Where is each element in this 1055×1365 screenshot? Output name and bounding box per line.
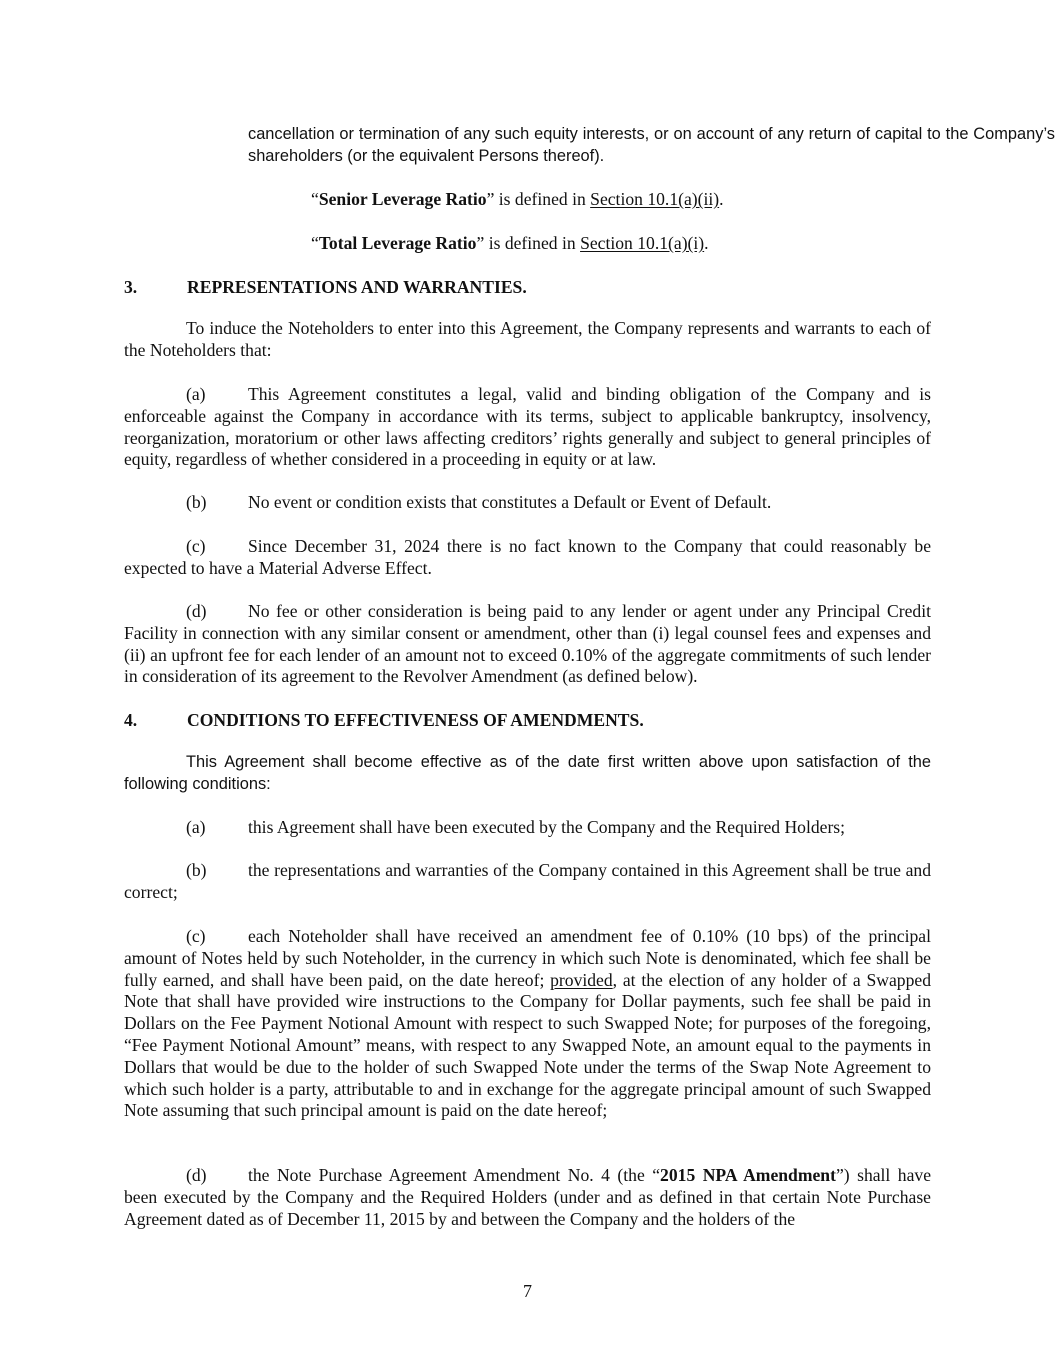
item-label: (a) (186, 384, 206, 404)
definition-total-leverage-ratio: “Total Leverage Ratio” is defined in Section 10.1(a)(i). (311, 233, 709, 253)
continuation-paragraph: cancellation or termination of any such equity interests, or on account of any return of capital to the Company’s shareholders (or the equivalent Persons thereof). (248, 125, 1055, 165)
definition-senior-leverage-ratio: “Senior Leverage Ratio” is defined in Section 10.1(a)(ii). (311, 189, 724, 209)
item-label: (c) (186, 926, 206, 946)
item-label: (d) (186, 1165, 207, 1185)
item-label: (c) (186, 536, 206, 556)
item-label: (b) (186, 492, 207, 512)
section-4-item-b: (b) the representations and warranties of the Company contained in this Agreement shall be true and correct; (124, 860, 931, 902)
section-3-item-a: (a) This Agreement constitutes a legal, valid and binding obligation of the Company and is enforceable against the Company in accordance with its terms, subject to applicable bankruptcy, insolvency, reorganization, moratorium or other laws affecting creditors’ rights generally and subject to general principles of equity, regardless of whether considered in a proceeding in equity or at law. (124, 384, 931, 470)
section-reference: Section 10.1(a)(i) (580, 233, 705, 253)
defined-term: Total Leverage Ratio (318, 233, 477, 253)
section-4-item-a: (a) this Agreement shall have been executed by the Company and the Required Holders; (186, 817, 846, 837)
page-number: 7 (523, 1281, 532, 1301)
section-3-intro: To induce the Noteholders to enter into this Agreement, the Company represents and warrants to each of the Noteholders that: (124, 318, 931, 360)
section-3-item-c: (c) Since December 31, 2024 there is no fact known to the Company that could reasonably be expected to have a Material Adverse Effect. (124, 536, 931, 578)
section-4-item-c: (c) each Noteholder shall have received an amendment fee of 0.10% (10 bps) of the principal amount of Notes held by such Noteholder, in the currency in which such Note is denominated, which fee shall be fully earned, and shall have been paid, on the date hereof; provided, at the election of any holder of a Swapped Note that shall have provided wire instructions to the Company for Dollar payments, such fee shall be paid in Dollars on the Fee Payment Notional Amount with respect to such Swapped Note; for purposes of the foregoing, “Fee Payment Notional Amount” means, with respect to any Swapped Note, an amount equal to the payments in Dollars that would be due to the holder of such Swapped Note under the terms of the Swap Note Agreement to which such holder is a party, attributable to and in exchange for the aggregate principal amount of such Swapped Note assuming that such principal amount is paid on the date hereof; (124, 926, 931, 1121)
provided-term: provided (550, 969, 613, 990)
section-3-item-d: (d) No fee or other consideration is being paid to any lender or agent under any Principal Credit Facility in connection with any similar consent or amendment, other than (i) legal counsel fees and expenses and (ii) an upfront fee for each lender of an amount not to exceed 0.10% of the aggregate commitments of such lender in consideration of its agreement to the Revolver Amendment (as defined below). (124, 601, 931, 687)
section-4-heading: CONDITIONS TO EFFECTIVENESS OF AMENDMENTS. (187, 710, 644, 730)
section-3-heading: REPRESENTATIONS AND WARRANTIES. (187, 277, 527, 297)
item-label: (d) (186, 601, 207, 621)
section-3-item-b: (b) No event or condition exists that constitutes a Default or Event of Default. (186, 492, 772, 512)
item-label: (a) (186, 817, 206, 837)
section-4-item-d: (d) the Note Purchase Agreement Amendment No. 4 (the “2015 NPA Amendment”) shall have been executed by the Company and the Required Holders (under and as defined in that certain Note Purchase Agreement dated as of December 11, 2015 by and between the Company and the holders of the (124, 1165, 932, 1229)
defined-term: Senior Leverage Ratio (318, 189, 487, 209)
defined-term: 2015 NPA Amendment (660, 1165, 836, 1185)
section-reference: Section 10.1(a)(ii) (590, 189, 720, 209)
section-4-number: 4. (124, 710, 138, 730)
section-4-intro: This Agreement shall become effective as of the date first written above upon satisfaction of the following conditions: (124, 753, 931, 793)
item-label: (b) (186, 860, 207, 880)
section-3-number: 3. (124, 277, 138, 297)
